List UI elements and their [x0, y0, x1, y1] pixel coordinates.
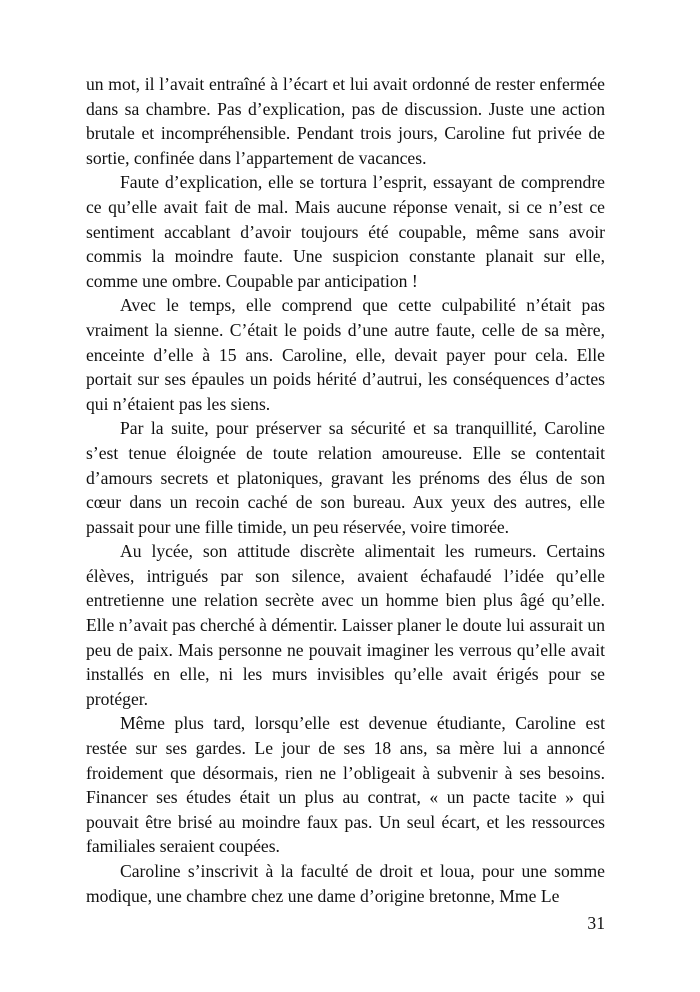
paragraph-7: Caroline s’inscrivit à la faculté de droit et loua, pour une somme modique, une chambre chez une dame d’origine bretonne, Mme Le	[86, 861, 605, 906]
body-text	[86, 72, 605, 908]
paragraph-5: Au lycée, son attitude discrète alimentait les rumeurs. Certains élèves, intrigués par son silence, avaient échafaudé l’idée qu’elle entretienne une relation secrète avec un homme bien plus âgé qu’elle. Elle n’avait pas cherché à démentir. Laisser planer le doute lui assurait un peu de paix. Mais personne ne pouvait imaginer les verrous qu’elle avait installés en elle, ni les murs invisibles qu’elle avait érigés pour se protéger.	[86, 541, 605, 709]
paragraph-6: Même plus tard, lorsqu’elle est devenue étudiante, Caroline est restée sur ses gardes. Le jour de ses 18 ans, sa mère lui a annoncé froidement que désormais, rien ne l’obligeait à subvenir à ses besoins. Financer ses études était un plus au contrat, « un pacte tacite » qui pouvait être brisé au moindre faux pas. Un seul écart, et les ressources familiales seraient coupées.	[86, 713, 605, 857]
paragraph-3: Avec le temps, elle comprend que cette culpabilité n’était pas vraiment la sienne. C’était le poids d’une autre faute, celle de sa mère, enceinte d’elle à 15 ans. Caroline, elle, devait payer pour cela. Elle portait sur ses épaules un poids hérité d’autrui, les conséquences d’actes qui n’étaient pas les siens.	[86, 295, 605, 414]
paragraph-4: Par la suite, pour préserver sa sécurité et sa tranquillité, Caroline s’est tenue éloignée de toute relation amoureuse. Elle se contentait d’amours secrets et platoniques, gravant les prénoms des élus de son cœur dans un recoin caché de son bureau. Aux yeux des autres, elle passait pour une fille timide, un peu réservée, voire timorée.	[86, 418, 605, 537]
paragraph-1: un mot, il l’avait entraîné à l’écart et lui avait ordonné de rester enfermée dans sa chambre. Pas d’explication, pas de discussion. Juste une action brutale et incompréhensible. Pendant trois jours, Caroline fut privée de sortie, confinée dans l’appartement de vacances.	[86, 74, 605, 168]
page-number: 31	[587, 913, 605, 933]
paragraph-2: Faute d’explication, elle se tortura l’esprit, essayant de comprendre ce qu’elle avait fait de mal. Mais aucune réponse venait, si ce n’est ce sentiment accablant d’avoir toujours été coupable, même sans avoir commis la moindre faute. Une suspicion constante planait sur elle, comme une ombre. Coupable par anticipation !	[86, 172, 605, 291]
